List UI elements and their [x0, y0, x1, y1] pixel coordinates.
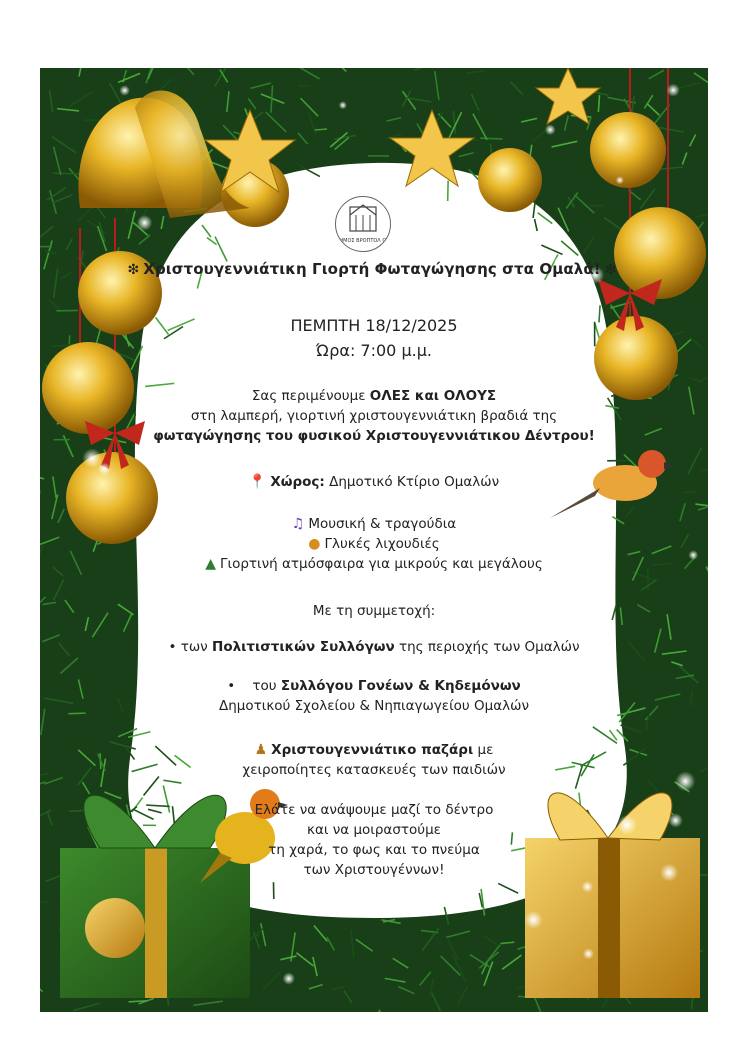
logo-caption: ΔΗΜΟΣ ΒΡΟΠΤΟΛ ΟΝ	[336, 238, 390, 244]
invitation-text: Σας περιμένουμε ΟΛΕΣ και ΟΛΟΥΣ στη λαμπερή, γιορτινή χριστουγεννιάτικη βραδιά της φωταγώγησης του φυσικού Χριστουγεννιάτικου Δέντρου!	[153, 388, 595, 444]
bazaar: ♟ Χριστουγεννιάτικο παζάρι με χειροποίητες κατασκευές των παιδιών	[242, 742, 506, 778]
municipality-logo	[335, 196, 391, 252]
features-list	[40, 514, 708, 574]
venue: 📍 Χώρος: Δημοτικό Κτίριο Ομαλών	[248, 474, 500, 490]
feature-music: ♫ Μουσική & τραγούδια	[291, 516, 457, 532]
music-note-icon: ♫	[291, 516, 305, 532]
feature-sweets: ● Γλυκές λιχουδιές	[308, 536, 440, 552]
gingerbread-icon: ♟	[254, 742, 268, 758]
sparkle-icon: ❇	[604, 262, 617, 278]
closing-message: Ελάτε να ανάψουμε μαζί το δέντρο και να μοιραστούμε τη χαρά, το φως και το πνεύμα των Χριστουγέννων!	[254, 802, 494, 878]
page-title: ❇ Χριστουγεννιάτικη Γιορτή Φωταγώγησης στα Ομαλά! ❇	[127, 260, 617, 278]
sparkle-icon: ❇	[127, 262, 140, 278]
feature-atmosphere: ▲ Γιορτινή ατμόσφαιρα για μικρούς και μεγάλους	[205, 556, 543, 572]
event-time: Ώρα: 7:00 μ.μ.	[316, 341, 432, 360]
participation-label: Με τη συμμετοχή:	[312, 603, 436, 619]
cookie-icon: ●	[308, 536, 321, 552]
event-date: ΠΕΜΠΤΗ 18/12/2025	[290, 316, 458, 335]
participant-parents-association: • του Συλλόγου Γονέων & Κηδεμόνων Δημοτικού Σχολείου & Νηπιαγωγείου Ομαλών	[219, 678, 529, 714]
pin-icon: 📍	[248, 474, 267, 490]
christmas-tree-icon: ▲	[205, 556, 216, 572]
participant-cultural-associations: • των Πολιτιστικών Συλλόγων της περιοχής των Ομαλών	[168, 639, 580, 655]
